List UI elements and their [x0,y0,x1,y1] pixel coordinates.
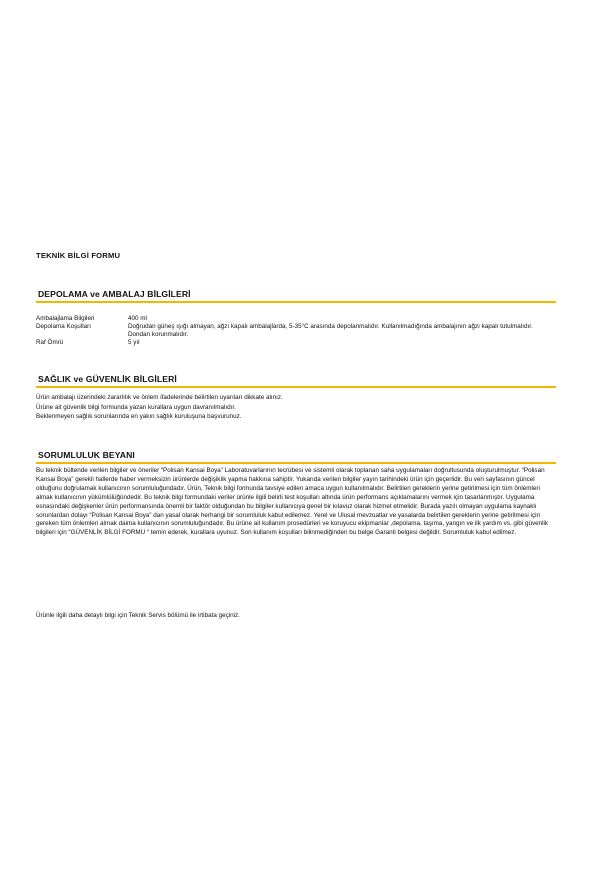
health-section-header [36,374,556,388]
storage-table [36,315,548,347]
section-divider [36,386,556,388]
document-title: TEKNİK BİLGİ FORMU [36,251,121,260]
storage-label: Ambalajlama Bilgileri [36,315,95,322]
storage-heading: DEPOLAMA ve AMBALAJ BİLGİLERİ [38,289,191,299]
section-divider [36,462,556,464]
health-line: Ürüne ait güvenlik bilgi formunda yazan kurallara uygun davranılmalıdır. [36,403,236,411]
health-text [36,393,558,422]
section-divider [36,301,556,303]
contact-note [36,612,558,621]
responsibility-section-header [36,450,556,464]
storage-row [36,339,548,347]
responsibility-text [36,467,558,538]
responsibility-heading: SORUMLULUK BEYANI [38,450,135,460]
storage-label: Raf Ömrü [36,339,64,346]
storage-label: Depolama Koşulları [36,323,91,330]
health-line: Beklenmeyen sağlık sorunlarında en yakın sağlık kuruluşuna başvurunuz. [36,413,242,421]
storage-row [36,315,548,323]
storage-value: Doğrudan güneş ışığı almayan, ağzı kapalı ambalajlarda, 5-35°C arasında depolanmalıdır. Kullanılmadığında ambalajının ağzı kapalı tutulmalıdır. Dondan korunmalıdır. [128,323,533,338]
storage-value: 5 yıl [128,339,140,346]
health-line: Ürün ambalajı üzerindeki zararlılık ve önlem ifadelerinde belirtilen uyarıları dikkate alınız. [36,394,283,401]
storage-section-header [36,289,556,303]
health-heading: SAĞLIK ve GÜVENLİK BİLGİLERİ [38,374,177,384]
storage-row [36,323,548,339]
responsibility-body: Bu teknik bültende verilen bilgiler ve öneriler “Polisan Kansai Boya” Laboratuvarlarının tecrübesi ve sistemli olarak toplanan saha uygulamaları doğrultusunda oluşturulmuştur. “Polisan Kansai Boya” gerekli hallerde haber vermeksizin ürünlerde değişiklik yapma hakkına sahiptir. Yukarıda verilen bilgiler yayın tarihindeki ürün için geçerlidir. Bu veri sayfasının güncel olduğunu doğrulamak kullanıcının sorumluluğundadır. Ürün, Teknik bilgi formunda tavsiye edilen amaca uygun kullanılmalıdır. Belirtilen gereklerin yerine getirilmesi için tüm önlemleri almak kullanıcının yükümlülüğündedir. Bu teknik bilgi formundaki veriler ürünle ilgili belirli test koşulları altında ürün performans açıklamalarını vermek için tasarlanmıştır. Uygulama esnasındaki değişkenler ürün performansında önemli bir faktör olduğundan bu bilgiler kullanıcıya genel bir kılavuz olarak hizmet etmelidir. Burada yazılı olmayan uygulama kaynaklı sorunlardan dolayı “Polisan Kansai Boya” dan yasal olarak herhangi bir sorumluluk kabul edilemez. Yerel ve Ulusal mevzuatlar ve yasalarda belirtilen gereklerin yerine getirilmesi için gereken tüm önlemleri almak daima kullanıcının sorumluluğundadır. Bu ürüne ait kullanım prosedürleri ve koruyucu ekipmanlar ,depolama, taşıma, yangın ve ilk yardım vs. gibi güvenlik bilgileri için “GÜVENLİK BİLGİ FORMU “ temin ederek, kurallara uyunuz. Son kullanım koşulları bilinmediğinden bu belge Garanti belgesi değildir. Sorumluluk kabul edilmez. [36,467,549,537]
contact-text: Ürünle ilgili daha detaylı bilgi için Teknik Servis bölümü ile irtibata geçiniz. [36,612,240,619]
storage-value: 400 ml [128,315,147,322]
